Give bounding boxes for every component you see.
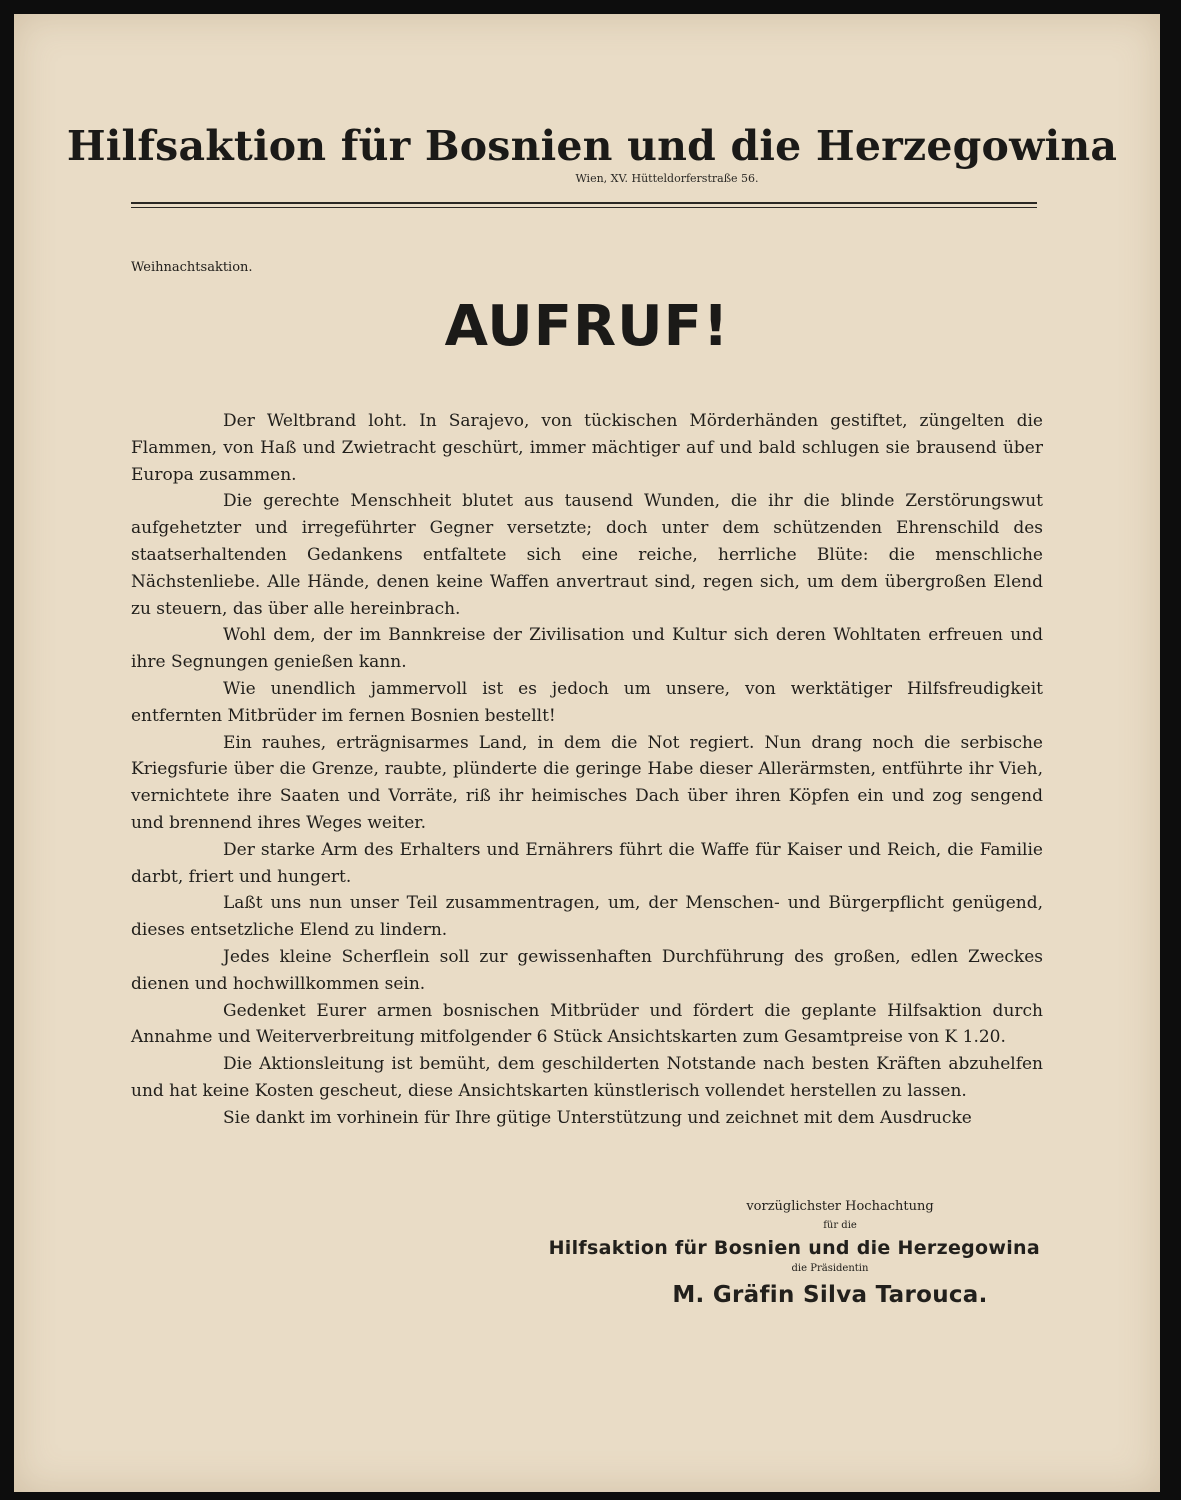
organization-title: Hilfsaktion für Bosnien und die Herzegowina	[66, 122, 1118, 170]
paragraph: Gedenket Eurer armen bosnischen Mitbrüder und fördert die geplante Hilfsaktion durch Annahme und Weiterverbreitung mitfolgender 6 Stück Ansichtskarten zum Gesamtpreise von K 1.20.	[131, 1000, 1043, 1048]
closing-block	[520, 1199, 1040, 1308]
role-label: die Präsidentin	[791, 1263, 869, 1274]
for-the-label: für die	[823, 1220, 857, 1231]
document-sheet	[14, 14, 1160, 1492]
paragraph: Ein rauhes, erträgnisarmes Land, in dem die Not regiert. Nun drang noch die serbische Kriegsfurie über die Grenze, raubte, plünderte die geringe Habe dieser Allerärmsten, entführte ihr Vieh, vernichtete ihre Saaten und Vorräte, riß ihr heimisches Dach über ihren Köpfen ein und zog sengend und brennend ihres Weges weiter.	[131, 732, 1043, 833]
paragraph: Wohl dem, der im Bannkreise der Zivilisation und Kultur sich deren Wohltaten erfreuen und ihre Segnungen genießen kann.	[131, 625, 1043, 673]
paragraph: Wie unendlich jammervoll ist es jedoch um unsere, von werktätiger Hilfsfreudigkeit entfernten Mitbrüder im fernen Bosnien bestellt!	[131, 678, 1043, 726]
paragraph: Die gerechte Menschheit blutet aus tausend Wunden, die ihr die blinde Zerstörungswut aufgehetzter und irregeführter Gegner versetzte; doch unter dem schützenden Ehrenschild des staatserhaltenden Gedankens entfaltete sich eine reiche, herrliche Blüte: die menschliche Nächstenliebe. Alle Hände, denen keine Waffen anvertraut sind, regen sich, um dem übergroßen Elend zu steuern, das über alle hereinbrach.	[131, 491, 1043, 619]
salutation: vorzüglichster Hochachtung	[746, 1199, 934, 1214]
closing-organization: Hilfsaktion für Bosnien und die Herzegowina	[548, 1237, 1040, 1259]
address: Wien, XV. Hütteldorferstraße 56.	[575, 172, 759, 185]
letterhead	[14, 122, 1160, 185]
header-divider	[131, 202, 1037, 208]
paragraph: Jedes kleine Scherflein soll zur gewissenhaften Durchführung des großen, edlen Zweckes dienen und hochwillkommen sein.	[131, 946, 1043, 994]
body-text	[131, 408, 1043, 1132]
paragraph: Der Weltbrand loht. In Sarajevo, von tückischen Mörderhänden gestiftet, züngelten die Flammen, von Haß und Zwietracht geschürt, immer mächtiger auf und bald schlugen sie brausend über Europa zusammen.	[131, 411, 1043, 485]
paragraph: Sie dankt im vorhinein für Ihre gütige Unterstützung und zeichnet mit dem Ausdrucke	[223, 1107, 972, 1128]
section-label: Weihnachtsaktion.	[131, 260, 253, 275]
heading: AUFRUF!	[444, 294, 730, 359]
paragraph: Die Aktionsleitung ist bemüht, dem geschilderten Notstande nach besten Kräften abzuhelfen und hat keine Kosten gescheut, diese Ansichtskarten künstlerisch vollendet herstellen zu lassen.	[131, 1054, 1043, 1101]
paragraph: Laßt uns nun unser Teil zusammentragen, um, der Menschen- und Bürgerpflicht genügend, dieses entsetzliche Elend zu lindern.	[131, 893, 1043, 941]
paragraph: Der starke Arm des Erhalters und Ernährers führt die Waffe für Kaiser und Reich, die Familie darbt, friert und hungert.	[131, 839, 1043, 887]
signatory-name: M. Gräfin Silva Tarouca.	[672, 1282, 988, 1308]
